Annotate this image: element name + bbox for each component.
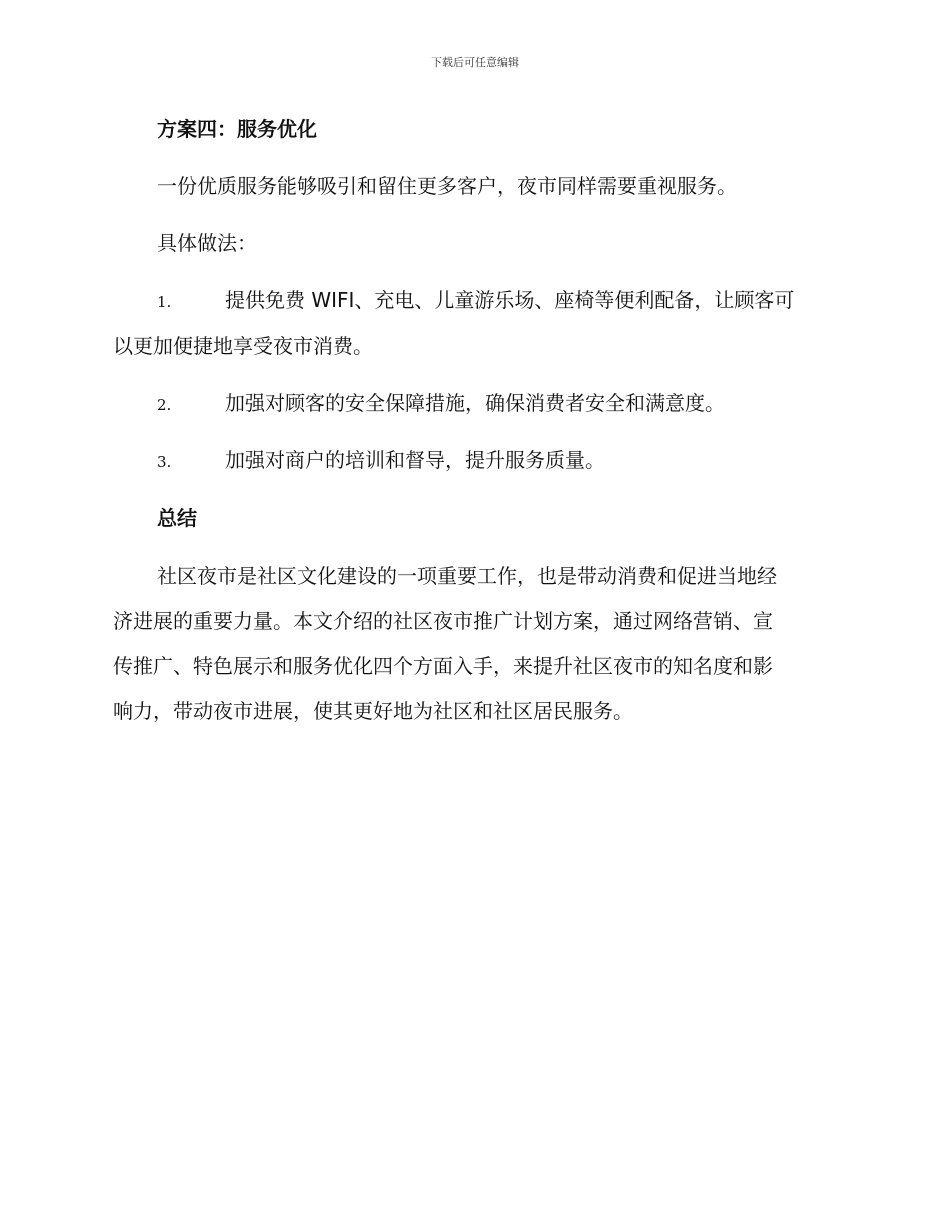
list-item-number: 3.: [157, 453, 172, 471]
summary-heading: 总结: [157, 506, 197, 530]
list-item-number: 1.: [157, 293, 172, 311]
section-heading-service-optimization: 方案四：服务优化: [157, 117, 317, 141]
summary-line: 济进展的重要力量。本文介绍的社区夜市推广计划方案，通过网络营销、宣: [113, 609, 773, 633]
list-item-text: 加强对商户的培训和督导，提升服务质量。: [225, 448, 605, 472]
list-item-number: 2.: [157, 396, 172, 414]
summary-line: 传推广、特色展示和服务优化四个方面入手，来提升社区夜市的知名度和影: [113, 654, 773, 678]
download-note: 下载后可任意编辑: [431, 56, 519, 69]
summary-line: 响力，带动夜市进展，使其更好地为社区和社区居民服务。: [113, 699, 633, 723]
method-label: 具体做法：: [157, 231, 257, 255]
summary-line: 社区夜市是社区文化建设的一项重要工作，也是带动消费和促进当地经: [157, 564, 777, 588]
section-intro-paragraph: 一份优质服务能够吸引和留住更多客户，夜市同样需要重视服务。: [157, 174, 737, 198]
list-item-text-continued: 以更加便捷地享受夜市消费。: [113, 334, 373, 358]
list-item-text: 加强对顾客的安全保障措施，确保消费者安全和满意度。: [225, 391, 725, 415]
list-item-text: 提供免费 WIFI、充电、儿童游乐场、座椅等便利配备，让顾客可: [225, 288, 795, 312]
